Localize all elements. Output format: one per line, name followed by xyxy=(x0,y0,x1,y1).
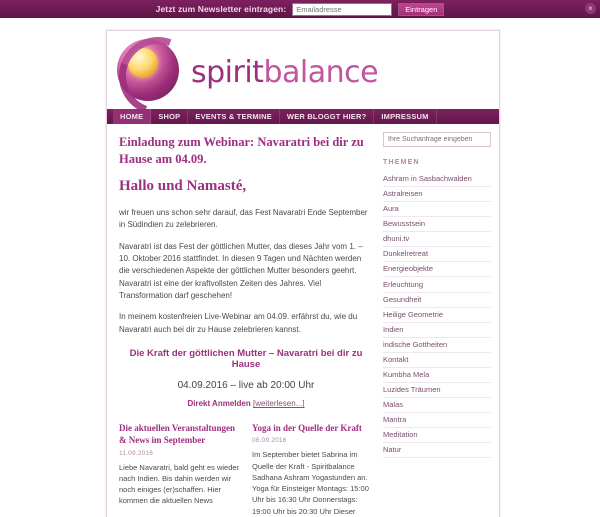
sidebar-item-erleuchtung[interactable]: Erleuchtung xyxy=(383,277,491,292)
newsletter-submit-button[interactable]: Eintragen xyxy=(398,3,444,16)
sidebar-item-bewusstsein[interactable]: Bewusstsein xyxy=(383,217,491,232)
sidebar-item-gesundheit[interactable]: Gesundheit xyxy=(383,293,491,308)
site-frame xyxy=(106,30,500,517)
newsletter-email-input[interactable] xyxy=(292,3,392,16)
sidebar-item-luzides-traeumen[interactable]: Luzides Träumen xyxy=(383,383,491,398)
post-paragraph-1: wir freuen uns schon sehr darauf, das Fest Navaratri Ende September in Südindien zu zelebrieren. xyxy=(119,207,368,230)
webinar-cta-row xyxy=(119,399,373,408)
post-paragraph-2: Navaratri ist das Fest der göttlichen Mutter, das dieses Jahr vom 1. – 10. Oktober 2016 stattfindet. In diesen 9 Tagen und Nächten werden die verschiedenen Aspekte der göttlichen Mutter besonders geehrt. Navaratri ist eine der kraftvollsten Zeiten des Jahres. Viel Transformation darf geschehen! xyxy=(119,241,363,301)
spiritbalance-logo-icon[interactable] xyxy=(117,37,185,103)
sidebar-item-dhunitv[interactable]: dhuni.tv xyxy=(383,232,491,247)
page-title[interactable]: Einladung zum Webinar: Navaratri bei dir zu Hause am 04.09. xyxy=(119,135,364,166)
sidebar-item-astralreisen[interactable]: Astralreisen xyxy=(383,187,491,202)
sidebar-item-mantra[interactable]: Mantra xyxy=(383,413,491,428)
list-item xyxy=(252,422,373,517)
sidebar-item-energieobjekte[interactable]: Energieobjekte xyxy=(383,262,491,277)
logo-text-secondary: balance xyxy=(263,55,379,90)
teaser-excerpt: Liebe Navaratri, bald geht es wieder nach Indien. Bis dahin werden wir noch einiges (er)schaffen. Hier kommen die aktuellen News xyxy=(119,462,240,506)
newsletter-label: Jetzt zum Newsletter eintragen: xyxy=(155,4,287,14)
teaser-excerpt: Im September bietet Sabrina im Quelle der Kraft - Spiritbalance Sadhana Ashram Yogastunden an. Yoga für Einsteiger Montags: 15:00 Uhr bis 16:30 Uhr Donnerstags: 19:00 Uhr bis 20:30 Uhr Dieser xyxy=(252,450,369,516)
sidebar-item-ashram[interactable]: Ashram in Sasbachwalden xyxy=(383,172,491,187)
teaser-date: 06.09.2016 xyxy=(252,437,287,445)
webinar-highlight: Die Kraft der göttlichen Mutter – Navaratri bei dir zu Hause xyxy=(129,348,363,371)
teaser-title[interactable]: Die aktuellen Veranstaltungen & News im September xyxy=(119,423,236,446)
sidebar-topic-list xyxy=(383,172,491,458)
sidebar-item-malas[interactable]: Malas xyxy=(383,398,491,413)
read-more-link[interactable]: [weiterlesen...] xyxy=(252,399,305,409)
post-greeting: Hallo und Namasté, xyxy=(119,177,247,194)
sidebar-item-kontakt[interactable]: Kontakt xyxy=(383,353,491,368)
list-item xyxy=(119,422,240,517)
newsletter-bar xyxy=(0,0,600,18)
site-logo-text[interactable] xyxy=(191,55,378,90)
close-icon[interactable]: × xyxy=(585,3,596,14)
sidebar-section-title: THEMEN xyxy=(383,159,420,166)
content-area xyxy=(107,124,499,517)
sidebar-item-kumbha-mela[interactable]: Kumbha Mela xyxy=(383,368,491,383)
signup-link[interactable]: Direkt Anmelden xyxy=(187,399,251,409)
sidebar-item-indische-gottheiten[interactable]: indische Gottheiten xyxy=(383,338,491,353)
main-navigation xyxy=(107,109,499,124)
webinar-date: 04.09.2016 – live ab 20:00 Uhr xyxy=(177,380,315,392)
nav-item-shop[interactable]: SHOP xyxy=(151,109,188,124)
page-body xyxy=(0,18,600,516)
sidebar-item-indien[interactable]: Indien xyxy=(383,323,491,338)
nav-item-about[interactable]: WER BLOGGT HIER? xyxy=(280,109,374,124)
nav-item-impressum[interactable]: IMPRESSUM xyxy=(374,109,436,124)
teaser-title[interactable]: Yoga in der Quelle der Kraft xyxy=(252,423,362,434)
sidebar-item-natur[interactable]: Natur xyxy=(383,443,491,458)
nav-item-events[interactable]: EVENTS & TERMINE xyxy=(188,109,280,124)
main-column xyxy=(107,124,383,517)
sidebar-item-meditation[interactable]: Meditation xyxy=(383,428,491,443)
sidebar-item-heilige-geometrie[interactable]: Heilige Geometrie xyxy=(383,308,491,323)
teaser-date: 11.09.2016 xyxy=(119,449,154,457)
sidebar-item-dunkelretreat[interactable]: Dunkelretreat xyxy=(383,247,491,262)
post-paragraph-3: In meinem kostenfreien Live-Webinar am 04.09. erfährst du, wie du Navaratri auch bei dir zu Hause zelebrieren kannst. xyxy=(119,312,358,334)
nav-item-home[interactable]: HOME xyxy=(113,109,151,124)
teaser-list xyxy=(119,422,373,517)
logo-text-primary: spirit xyxy=(191,55,264,90)
sidebar-item-aura[interactable]: Aura xyxy=(383,202,491,217)
sidebar xyxy=(383,124,499,517)
site-header xyxy=(107,31,499,109)
search-input[interactable] xyxy=(383,132,491,147)
